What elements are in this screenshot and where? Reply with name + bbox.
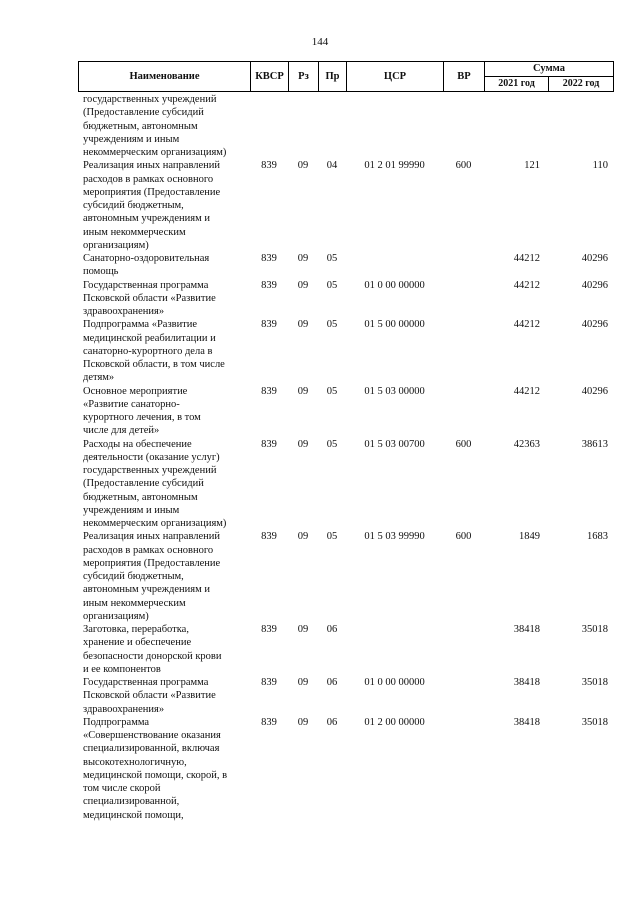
cell-name-line: мероприятия (Предоставление [83, 557, 221, 569]
cell-name-line: числе для детей» [83, 425, 160, 437]
table-row [78, 623, 613, 676]
cell-name [78, 279, 250, 319]
cell-vr [443, 676, 484, 716]
table-row [78, 252, 613, 279]
cell-rz: 09 [297, 716, 309, 728]
header-csr: ЦСР [347, 62, 444, 92]
cell-y1: 44212 [513, 253, 540, 264]
cell-name-line: курортного лечения, в том [83, 412, 201, 423]
cell-name-line: здравоохранения» [83, 306, 165, 317]
cell-rz: 09 [297, 677, 309, 688]
cell-name-line: иным некоммерческим [83, 597, 186, 609]
header-year-2021: 2021 год [485, 77, 549, 92]
cell-y1: 44212 [513, 279, 540, 291]
cell-name-line: безопасности донорской крови [83, 650, 222, 662]
cell-rz: 09 [297, 385, 309, 397]
cell-name-line: Заготовка, переработка, [83, 624, 189, 635]
cell-rz [288, 93, 318, 159]
cell-kvsr: 839 [261, 279, 277, 291]
header-vr: ВР [444, 62, 485, 92]
cell-name-line: субсидий бюджетным, [83, 571, 184, 582]
cell-name-line: медицинской помощи, скорой, в [83, 769, 228, 781]
cell-csr [346, 93, 443, 159]
cell-csr: 01 5 03 00000 [364, 385, 425, 397]
header-sum: Сумма [485, 62, 614, 77]
cell-y2: 35018 [581, 716, 608, 728]
cell-csr: 01 0 00 00000 [364, 279, 425, 291]
cell-name-line: учреждениям и иным [83, 133, 180, 145]
cell-rz: 09 [297, 438, 309, 450]
cell-name-line: Подпрограмма [83, 716, 150, 728]
cell-y2: 40296 [581, 385, 608, 397]
cell-kvsr: 839 [261, 438, 277, 450]
cell-pr: 05 [326, 253, 338, 264]
cell-kvsr [250, 93, 288, 159]
cell-name-line: бюджетным, автономным [83, 120, 198, 132]
cell-name-line: мероприятия (Предоставление [83, 186, 221, 198]
cell-y2: 40296 [581, 279, 608, 291]
cell-name [78, 623, 250, 676]
cell-name-line: детям» [83, 372, 115, 384]
table-body [78, 93, 613, 822]
table-row [78, 385, 613, 438]
cell-pr: 06 [326, 716, 338, 728]
cell-name-line: специализированной, [83, 796, 180, 808]
cell-name-line: Реализация иных направлений [83, 160, 221, 172]
cell-pr: 06 [326, 624, 338, 635]
cell-vr: 600 [455, 160, 472, 172]
cell-name-line: и ее компонентов [83, 663, 161, 675]
cell-name-line: специализированной, включая [83, 743, 220, 755]
cell-y1: 42363 [513, 438, 540, 450]
cell-name-line: иным некоммерческим [83, 226, 186, 238]
cell-name-line: Псковской области «Развитие [83, 690, 216, 702]
table-row [78, 318, 613, 384]
table-row [78, 676, 613, 716]
cell-name-line: автономным учреждениям и [83, 584, 210, 596]
cell-csr: 01 5 00 00000 [364, 319, 425, 331]
cell-rz: 09 [297, 160, 309, 172]
header-pr: Пр [319, 62, 347, 92]
cell-name-line: Псковской области «Развитие [83, 292, 216, 304]
cell-pr: 05 [326, 438, 338, 450]
cell-name [78, 530, 250, 623]
cell-pr: 05 [326, 385, 338, 397]
cell-kvsr: 839 [261, 716, 277, 728]
cell-name-line: Основное мероприятие [83, 385, 188, 397]
cell-y2: 1683 [587, 531, 608, 543]
header-kvsr: КВСР [251, 62, 289, 92]
cell-name-line: помощь [83, 266, 119, 278]
cell-name-line: учреждениям и иным [83, 504, 180, 516]
cell-kvsr: 839 [261, 531, 277, 543]
cell-name-line: Реализация иных направлений [83, 531, 221, 543]
cell-name-line: Санаторно-оздоровительная [83, 253, 210, 264]
cell-name-line: медицинской помощи, [83, 809, 184, 821]
cell-name-line: автономным учреждениям и [83, 213, 210, 225]
cell-name-line: Государственная программа [83, 279, 209, 291]
cell-y1: 44212 [513, 385, 540, 397]
cell-vr [443, 279, 484, 319]
header-name: Наименование [79, 62, 251, 92]
table-row [78, 93, 613, 159]
cell-name-line: Псковской области, в том числе [83, 359, 225, 370]
cell-vr [443, 385, 484, 438]
table-row [78, 279, 613, 319]
table-row [78, 438, 613, 531]
cell-y2: 40296 [581, 319, 608, 331]
page-number: 144 [311, 36, 329, 48]
cell-name [78, 716, 250, 822]
cell-kvsr: 839 [261, 677, 277, 688]
cell-name [78, 252, 250, 279]
cell-name-line: деятельности (оказание услуг) [83, 451, 220, 463]
cell-csr [346, 623, 443, 676]
cell-y1: 44212 [513, 319, 540, 331]
cell-name-line: санаторно-курортного дела в [83, 345, 213, 357]
cell-name-line: Расходы на обеспечение [83, 438, 192, 450]
cell-rz: 09 [297, 279, 309, 291]
cell-kvsr: 839 [261, 385, 277, 397]
cell-name-line: некоммерческим организациям) [83, 518, 227, 529]
cell-name [78, 159, 250, 252]
cell-csr: 01 5 03 99990 [364, 531, 425, 543]
cell-pr: 06 [326, 677, 338, 688]
cell-name [78, 438, 250, 531]
cell-y2: 40296 [581, 253, 608, 264]
cell-y2: 35018 [581, 677, 608, 688]
cell-y1: 38418 [513, 624, 540, 635]
cell-vr: 600 [455, 531, 472, 543]
cell-y1: 38418 [513, 716, 540, 728]
cell-name [78, 93, 250, 159]
cell-rz: 09 [297, 624, 309, 635]
cell-y1 [484, 93, 548, 159]
cell-name-line: государственных учреждений [83, 94, 217, 105]
cell-name-line: организациям) [83, 610, 149, 622]
cell-pr: 05 [326, 531, 338, 543]
cell-pr: 05 [326, 279, 338, 291]
table-row [78, 716, 613, 822]
cell-pr: 04 [326, 160, 338, 172]
header-year-2022: 2022 год [549, 77, 614, 92]
cell-name-line: медицинской реабилитации и [83, 332, 216, 344]
cell-name-line: высокотехнологичную, [83, 756, 187, 768]
cell-csr: 01 5 03 00700 [364, 438, 425, 450]
cell-name-line: бюджетным, автономным [83, 491, 198, 503]
cell-vr [443, 252, 484, 279]
cell-y1: 121 [524, 160, 540, 172]
cell-kvsr: 839 [261, 160, 277, 172]
table-row [78, 159, 613, 252]
cell-name-line: субсидий бюджетным, [83, 200, 184, 211]
cell-name-line: организациям) [83, 239, 149, 251]
cell-name-line: «Совершенствование оказания [83, 730, 221, 741]
cell-name [78, 385, 250, 438]
cell-name-line: здравоохранения» [83, 703, 165, 715]
cell-y2: 35018 [581, 624, 608, 635]
cell-name [78, 676, 250, 716]
cell-name-line: государственных учреждений [83, 465, 217, 476]
cell-name-line: некоммерческим организациям) [83, 147, 227, 158]
cell-name-line: (Предоставление субсидий [83, 478, 204, 490]
cell-rz: 09 [297, 531, 309, 543]
cell-y1: 1849 [519, 531, 540, 543]
cell-y1: 38418 [513, 677, 540, 688]
cell-csr: 01 2 00 00000 [364, 716, 425, 728]
cell-kvsr: 839 [261, 253, 277, 264]
cell-name-line: расходов в рамках основного [83, 173, 214, 185]
table-header [78, 61, 614, 92]
cell-csr: 01 0 00 00000 [364, 677, 425, 688]
cell-name-line: Государственная программа [83, 677, 209, 688]
cell-vr [443, 318, 484, 384]
cell-csr [346, 252, 443, 279]
cell-name-line: хранение и обеспечение [83, 637, 192, 649]
cell-name-line: Подпрограмма «Развитие [83, 319, 198, 331]
cell-pr: 05 [326, 319, 338, 331]
cell-kvsr: 839 [261, 319, 277, 331]
cell-y2 [548, 93, 613, 159]
cell-vr: 600 [455, 438, 472, 450]
cell-y2: 38613 [581, 438, 608, 450]
cell-kvsr: 839 [261, 624, 277, 635]
cell-rz: 09 [297, 253, 309, 264]
cell-name-line: (Предоставление субсидий [83, 107, 204, 119]
cell-vr [443, 716, 484, 822]
cell-name [78, 318, 250, 384]
header-rz: Рз [289, 62, 319, 92]
cell-name-line: расходов в рамках основного [83, 544, 214, 556]
cell-pr [318, 93, 346, 159]
cell-y2: 110 [592, 160, 608, 172]
cell-vr [443, 623, 484, 676]
cell-rz: 09 [297, 319, 309, 331]
cell-name-line: «Развитие санаторно- [83, 398, 180, 410]
cell-csr: 01 2 01 99990 [364, 160, 425, 172]
cell-vr [443, 93, 484, 159]
table-row [78, 530, 613, 623]
cell-name-line: том числе скорой [83, 783, 161, 794]
